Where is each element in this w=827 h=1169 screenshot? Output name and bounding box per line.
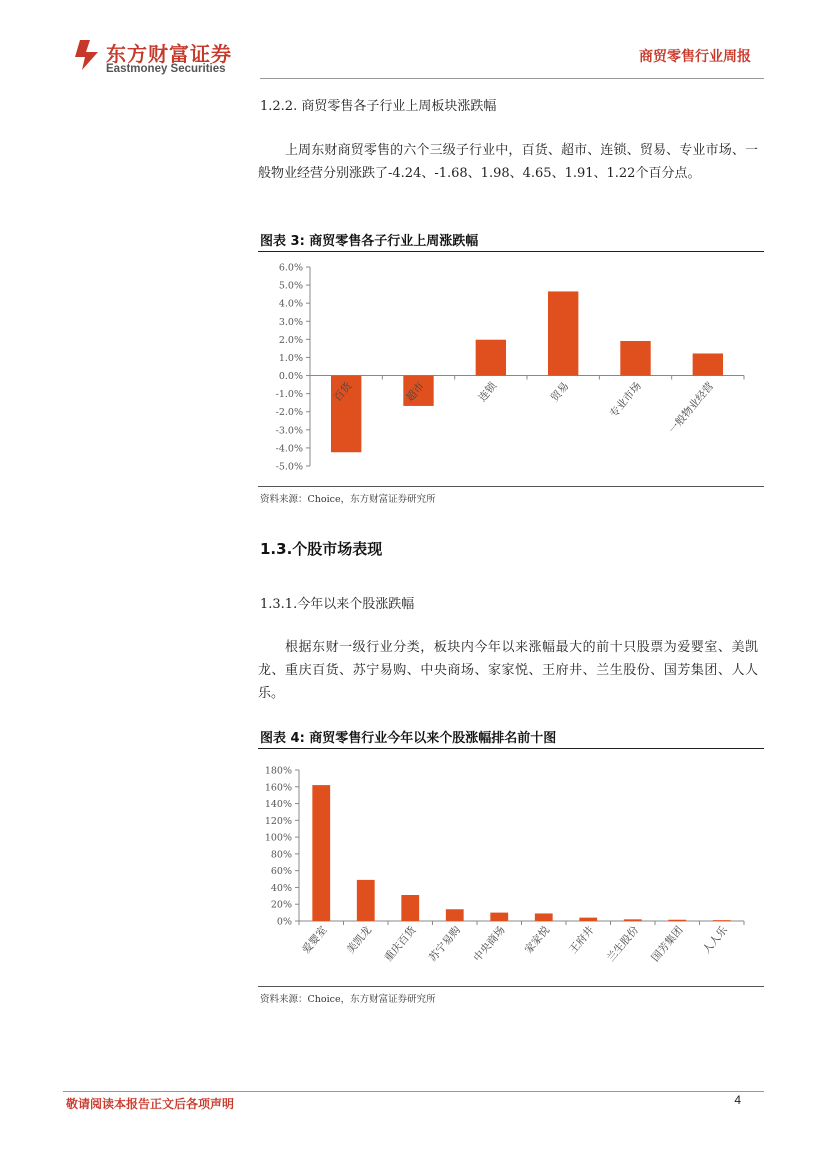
bar-兰生股份	[624, 919, 642, 921]
report-title: 商贸零售行业周报	[639, 49, 751, 65]
eastmoney-logo-icon	[72, 38, 102, 72]
bar-连锁	[476, 340, 506, 376]
figure-4-source: 资料来源：Choice，东方财富证券研究所	[260, 994, 436, 1005]
x-tick-label: 兰生股份	[604, 924, 642, 965]
figure-3-source: 资料来源：Choice，东方财富证券研究所	[260, 494, 436, 505]
logo-text-cn: 东方财富证券	[106, 42, 232, 66]
y-tick-label: 160%	[264, 782, 292, 794]
y-tick-label: -3.0%	[275, 425, 303, 437]
section-heading-1-2-2: 1.2.2. 商贸零售各子行业上周板块涨跌幅	[260, 99, 497, 114]
bar-重庆百货	[401, 895, 419, 921]
figure-3-chart	[258, 253, 764, 486]
y-tick-label: 0%	[276, 916, 292, 928]
page-number: 4	[734, 1093, 741, 1107]
figure-4-bottom-rule	[258, 986, 764, 987]
bar-人人乐	[713, 920, 731, 921]
logo-text-en: Eastmoney Securities	[106, 63, 226, 75]
y-tick-label: 20%	[270, 899, 292, 911]
y-tick-label: 4.0%	[278, 298, 303, 310]
y-tick-label: -4.0%	[275, 443, 303, 455]
bar-国芳集团	[668, 920, 686, 921]
section-heading-1-3-1: 1.3.1.今年以来个股涨跌幅	[260, 597, 415, 612]
figure-3-title: 图表 3: 商贸零售各子行业上周涨跌幅	[260, 234, 479, 249]
bar-专业市场	[620, 341, 650, 376]
header-divider	[260, 78, 764, 79]
x-tick-label: 百货	[331, 380, 355, 405]
footer-disclaimer: 敬请阅读本报告正文后各项声明	[66, 1097, 235, 1111]
y-tick-label: 3.0%	[278, 316, 303, 328]
x-tick-label: 贸易	[548, 380, 572, 405]
x-tick-label: 美凯龙	[344, 924, 375, 957]
y-tick-label: 180%	[264, 765, 292, 777]
bar-中央商场	[490, 913, 508, 921]
bar-王府井	[579, 918, 597, 921]
y-tick-label: -2.0%	[275, 407, 303, 419]
y-tick-label: 80%	[270, 849, 292, 861]
figure-4-top-rule	[258, 748, 764, 749]
y-tick-label: 60%	[270, 866, 292, 878]
figure-4-chart	[258, 750, 764, 986]
section-paragraph-1-3-1: 根据东财一级行业分类，板块内今年以来涨幅最大的前十只股票为爱婴室、美凯龙、重庆百货、苏宁易购、中央商场、家家悦、王府井、兰生股份、国芳集团、人人乐。	[258, 640, 758, 701]
x-tick-label: 专业市场	[607, 380, 644, 421]
bar-苏宁易购	[446, 909, 464, 921]
figure-3-top-rule	[258, 251, 764, 252]
figure-4-title: 图表 4: 商贸零售行业今年以来个股涨幅排名前十图	[260, 731, 557, 746]
bar-爱婴室	[312, 785, 330, 921]
x-tick-label: 连锁	[476, 380, 500, 405]
x-tick-label: 一般物业经营	[666, 380, 717, 437]
y-tick-label: 6.0%	[278, 262, 303, 274]
x-tick-label: 超市	[404, 380, 427, 405]
y-tick-label: 5.0%	[278, 280, 303, 292]
bar-美凯龙	[357, 880, 375, 921]
y-tick-label: -1.0%	[275, 389, 303, 401]
x-tick-label: 中央商场	[471, 924, 508, 965]
x-tick-label: 家家悦	[522, 924, 553, 957]
section-paragraph-1-2-2: 上周东财商贸零售的六个三级子行业中，百货、超市、连锁、贸易、专业市场、一般物业经营分别涨跌了-4.24、-1.68、1.98、4.65、1.91、1.22个百分点。	[258, 143, 758, 181]
x-tick-label: 苏宁易购	[426, 924, 464, 965]
y-tick-label: 1.0%	[278, 352, 303, 364]
footer-divider	[63, 1091, 764, 1092]
x-tick-label: 国芳集团	[649, 924, 686, 965]
section-heading-1-3: 1.3.个股市场表现	[260, 540, 383, 558]
x-tick-label: 人人乐	[700, 924, 731, 957]
x-tick-label: 重庆百货	[382, 924, 419, 965]
y-tick-label: 120%	[264, 815, 292, 827]
bar-贸易	[548, 291, 578, 375]
bar-家家悦	[535, 913, 553, 921]
bar-一般物业经营	[693, 353, 723, 375]
figure-3-bottom-rule	[258, 486, 764, 487]
y-tick-label: 0.0%	[278, 371, 303, 383]
x-tick-label: 爱婴室	[300, 924, 330, 957]
y-tick-label: 140%	[264, 799, 292, 811]
x-tick-label: 王府井	[567, 924, 597, 957]
y-tick-label: -5.0%	[275, 461, 303, 473]
y-tick-label: 100%	[264, 832, 292, 844]
y-tick-label: 40%	[270, 882, 292, 894]
y-tick-label: 2.0%	[278, 334, 303, 346]
